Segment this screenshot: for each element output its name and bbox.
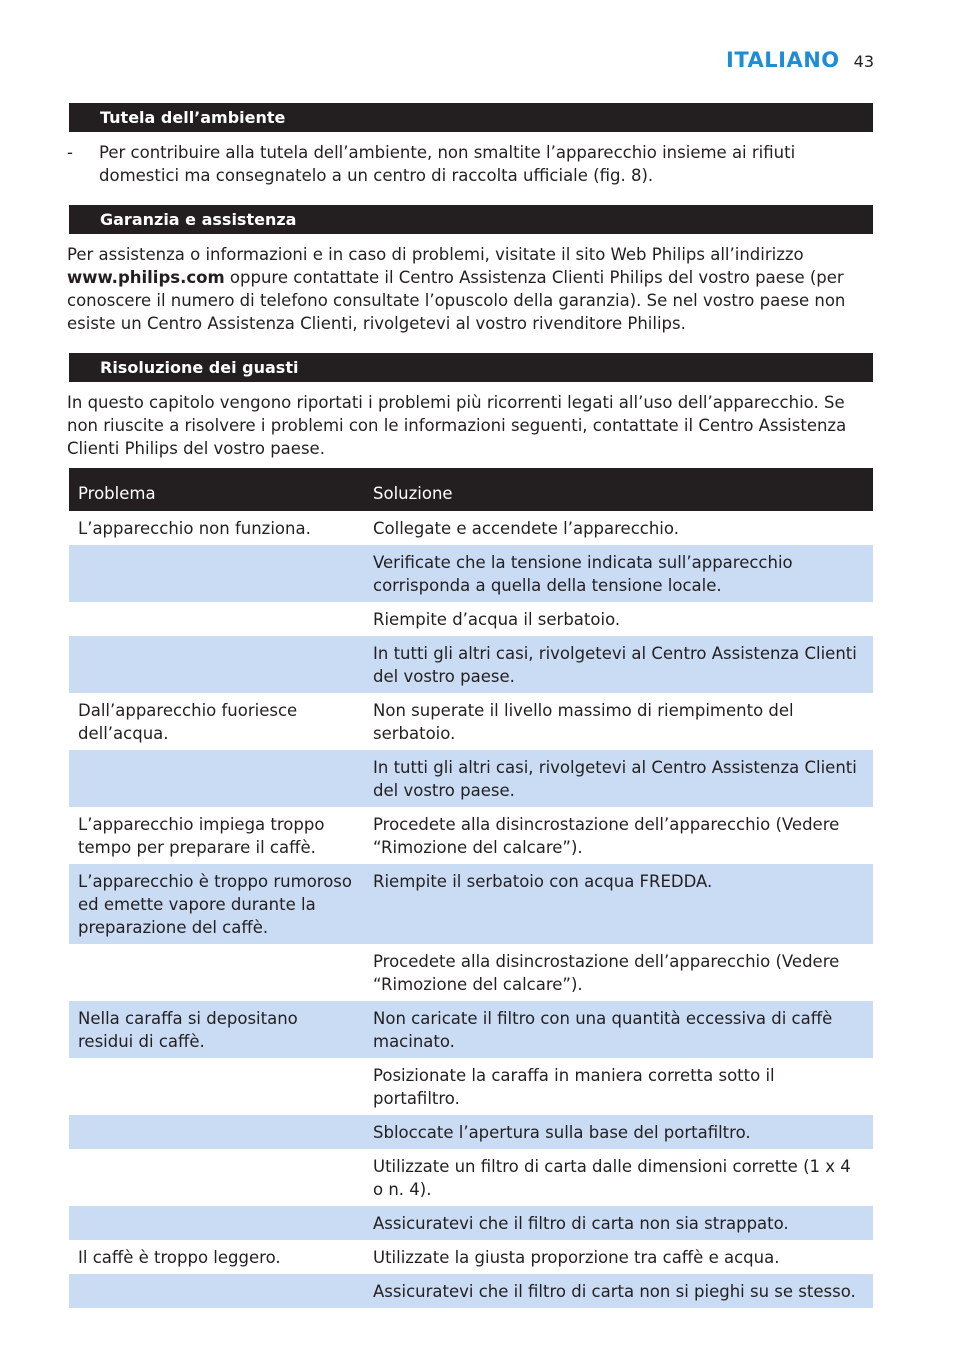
header-solution: Soluzione: [364, 468, 873, 511]
table-row: [69, 750, 873, 807]
problem-cell: Il caffè è troppo leggero.: [69, 1240, 364, 1274]
solution-cell: Utilizzate un filtro di carta dalle dimensioni corrette (1 x 4 o n. 4).: [364, 1149, 873, 1206]
table-row: [69, 545, 873, 602]
solution-cell: Sbloccate l’apertura sulla base del portafiltro.: [364, 1115, 873, 1149]
table-row: [69, 602, 873, 636]
problem-cell: [69, 1206, 364, 1240]
warranty-paragraph: [67, 243, 875, 335]
solution-cell: Non caricate il filtro con una quantità eccessiva di caffè macinato.: [364, 1001, 873, 1058]
problem-cell: L’apparecchio impiega troppo tempo per preparare il caffè.: [69, 807, 364, 864]
environment-text: Per contribuire alla tutela dell’ambiente, non smaltite l’apparecchio insieme ai rifiuti domestici ma consegnatelo a un centro di raccolta ufficiale (fig. 8).: [99, 143, 796, 185]
bullet-dash: -: [67, 143, 73, 162]
table-row: [69, 1001, 873, 1058]
problem-cell: Nella caraffa si depositano residui di caffè.: [69, 1001, 364, 1058]
problem-cell: [69, 1149, 364, 1206]
table-row: [69, 807, 873, 864]
table-row: [69, 511, 873, 545]
table-row: [69, 1274, 873, 1308]
table-row: [69, 1058, 873, 1115]
table-row: [69, 636, 873, 693]
warranty-text-before: Per assistenza o informazioni e in caso di problemi, visitate il sito Web Philips all’indirizzo: [67, 245, 804, 264]
solution-cell: Posizionate la caraffa in maniera corretta sotto il portafiltro.: [364, 1058, 873, 1115]
philips-link[interactable]: www.philips.com: [67, 268, 225, 287]
solution-cell: Non superate il livello massimo di riempimento del serbatoio.: [364, 693, 873, 750]
table-row: [69, 944, 873, 1001]
problem-cell: L’apparecchio è troppo rumoroso ed emette vapore durante la preparazione del caffè.: [69, 864, 364, 944]
problem-cell: [69, 602, 364, 636]
section-title-environment: Tutela dell’ambiente: [69, 103, 873, 132]
problem-cell: [69, 750, 364, 807]
problem-cell: [69, 545, 364, 602]
solution-cell: Utilizzate la giusta proporzione tra caffè e acqua.: [364, 1240, 873, 1274]
section-title-troubleshooting: Risoluzione dei guasti: [69, 353, 873, 382]
solution-cell: Verificate che la tensione indicata sull’apparecchio corrisponda a quella della tensione locale.: [364, 545, 873, 602]
problem-cell: [69, 1274, 364, 1308]
header-problem: Problema: [69, 468, 364, 511]
solution-cell: In tutti gli altri casi, rivolgetevi al Centro Assistenza Clienti del vostro paese.: [364, 750, 873, 807]
troubleshooting-intro: In questo capitolo vengono riportati i problemi più ricorrenti legati all’uso dell’apparecchio. Se non riuscite a risolvere i problemi con le informazioni seguenti, contattate il Centro Assistenza Clienti Philips del vostro paese.: [67, 393, 847, 458]
solution-cell: In tutti gli altri casi, rivolgetevi al Centro Assistenza Clienti del vostro paese.: [364, 636, 873, 693]
solution-cell: Procedete alla disincrostazione dell’apparecchio (Vedere “Rimozione del calcare”).: [364, 807, 873, 864]
language-label: ITALIANO: [726, 48, 840, 72]
table-header-row: [69, 468, 873, 511]
table-row: [69, 1149, 873, 1206]
page-header: [726, 48, 874, 72]
solution-cell: Collegate e accendete l’apparecchio.: [364, 511, 873, 545]
environment-bullet: [67, 141, 875, 187]
page-number: 43: [853, 52, 874, 71]
troubleshooting-table: [69, 468, 873, 1308]
problem-cell: L’apparecchio non funziona.: [69, 511, 364, 545]
section-title-warranty: Garanzia e assistenza: [69, 205, 873, 234]
solution-cell: Assicuratevi che il filtro di carta non sia strappato.: [364, 1206, 873, 1240]
table-row: [69, 1240, 873, 1274]
solution-cell: Riempite d’acqua il serbatoio.: [364, 602, 873, 636]
warranty-text-after: oppure contattate il Centro Assistenza Clienti Philips del vostro paese (per conoscere il numero di telefono consultate l’opuscolo della garanzia). Se nel vostro paese non esiste un Centro Assistenza Clienti, rivolgetevi al vostro rivenditore Philips.: [67, 268, 846, 333]
problem-cell: [69, 636, 364, 693]
problem-cell: [69, 1058, 364, 1115]
table-row: [69, 864, 873, 944]
solution-cell: Procedete alla disincrostazione dell’apparecchio (Vedere “Rimozione del calcare”).: [364, 944, 873, 1001]
problem-cell: [69, 1115, 364, 1149]
table-row: [69, 1115, 873, 1149]
solution-cell: Assicuratevi che il filtro di carta non si pieghi su se stesso.: [364, 1274, 873, 1308]
table-row: [69, 1206, 873, 1240]
table-row: [69, 693, 873, 750]
problem-cell: Dall’apparecchio fuoriesce dell’acqua.: [69, 693, 364, 750]
problem-cell: [69, 944, 364, 1001]
solution-cell: Riempite il serbatoio con acqua FREDDA.: [364, 864, 873, 944]
